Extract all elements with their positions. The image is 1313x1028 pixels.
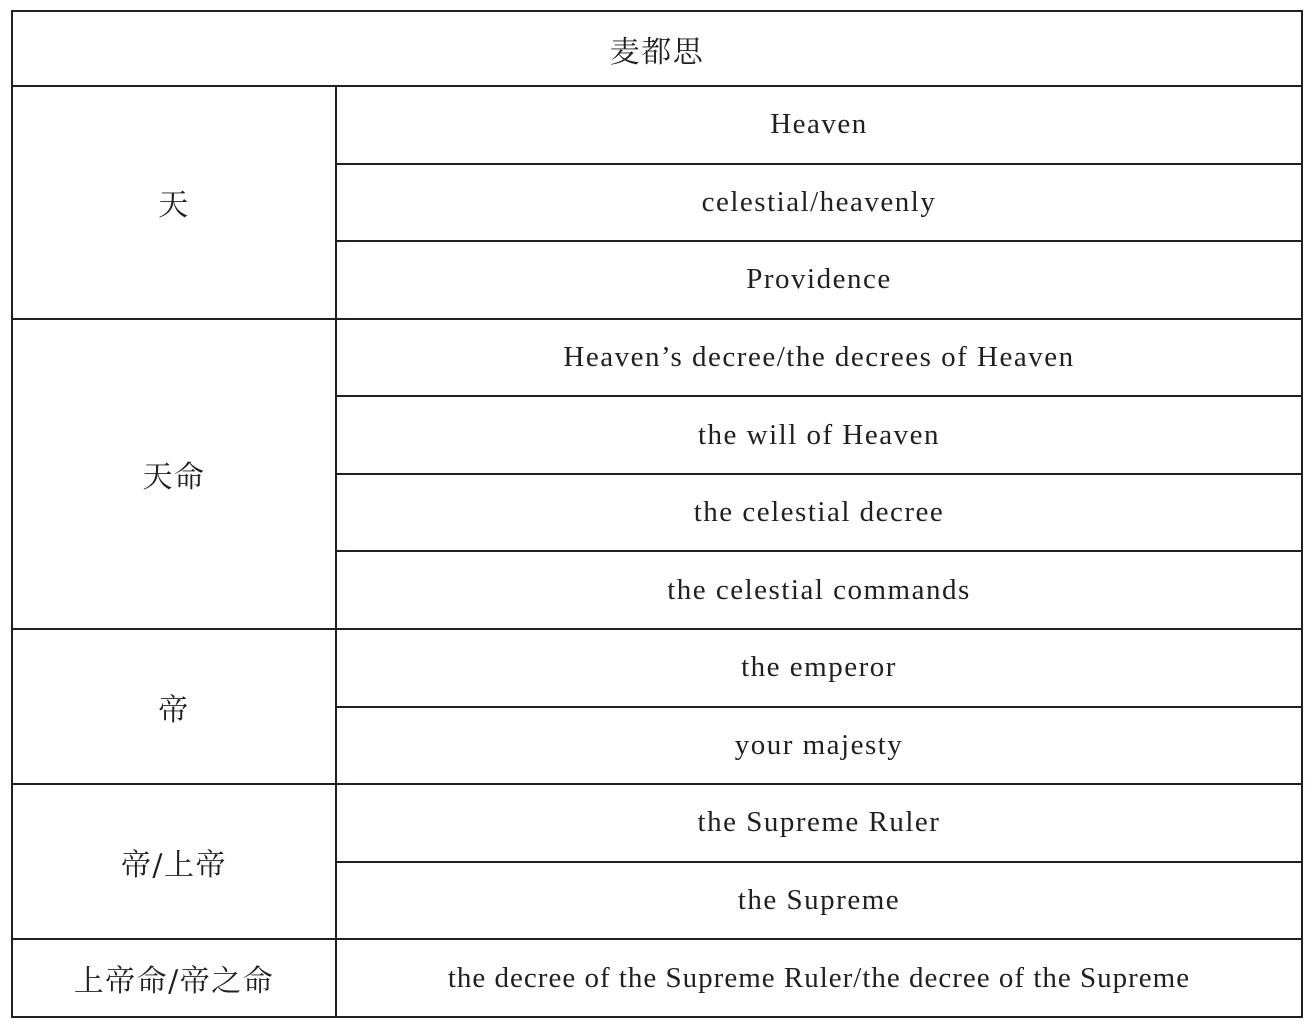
source-term: 天 <box>12 86 336 319</box>
source-term: 帝/上帝 <box>12 784 336 939</box>
table-row <box>12 784 1302 862</box>
translation-cell: the celestial commands <box>336 551 1302 629</box>
translation-cell: Heaven’s decree/the decrees of Heaven <box>336 319 1302 397</box>
translation-cell: the emperor <box>336 629 1302 707</box>
translation-cell: the will of Heaven <box>336 396 1302 474</box>
source-term: 天命 <box>12 319 336 629</box>
translation-cell: celestial/heavenly <box>336 164 1302 242</box>
table-row <box>12 939 1302 1017</box>
table-row <box>12 629 1302 707</box>
table-row <box>12 319 1302 397</box>
header-row <box>12 11 1302 86</box>
translation-cell: Heaven <box>336 86 1302 164</box>
source-term: 帝 <box>12 629 336 784</box>
table-row <box>12 86 1302 164</box>
translation-cell: the Supreme Ruler <box>336 784 1302 862</box>
translation-cell: the decree of the Supreme Ruler/the decree of the Supreme <box>336 939 1302 1017</box>
translation-cell: Providence <box>336 241 1302 319</box>
translation-cell: your majesty <box>336 707 1302 785</box>
source-term: 上帝命/帝之命 <box>12 939 336 1017</box>
translation-table <box>11 10 1303 1018</box>
translation-cell: the celestial decree <box>336 474 1302 552</box>
translator-header: 麦都思 <box>12 11 1302 86</box>
translation-cell: the Supreme <box>336 862 1302 940</box>
